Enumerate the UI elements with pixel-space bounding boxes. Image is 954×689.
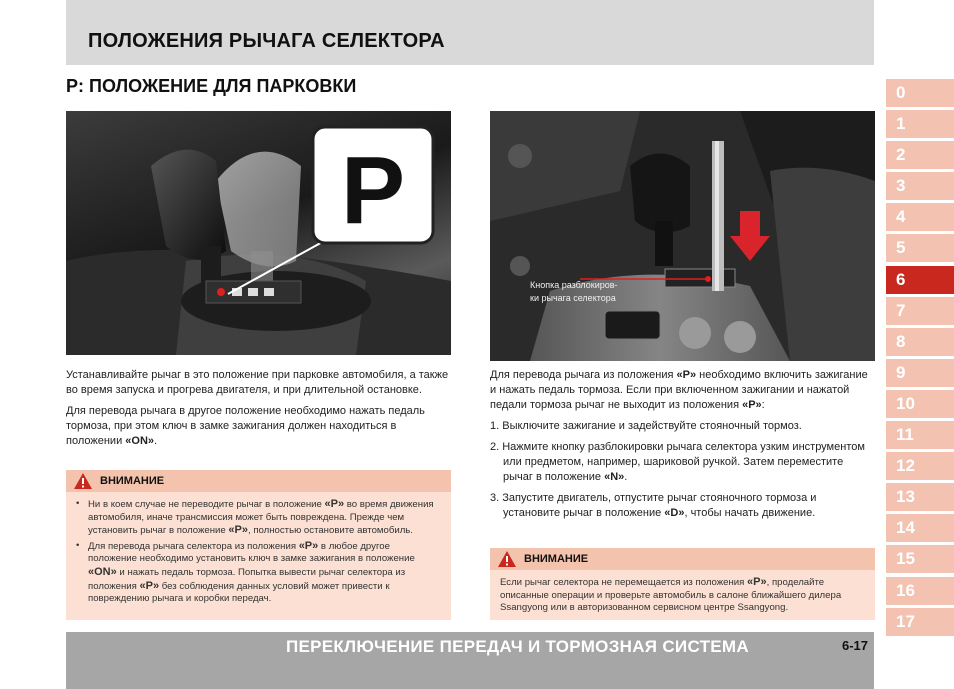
chapter-tab-14[interactable]: 14 [886,514,954,542]
header-bar [66,0,874,65]
chapter-tab-5[interactable]: 5 [886,234,954,262]
warning-header: ВНИМАНИЕ [66,470,451,492]
chapter-tab-17[interactable]: 17 [886,608,954,636]
gear-shifter-photo [66,111,451,355]
chapter-tab-10[interactable]: 10 [886,390,954,418]
page-title: ПОЛОЖЕНИЯ РЫЧАГА СЕЛЕКТОРА [88,30,445,52]
chapter-tab-0[interactable]: 0 [886,79,954,107]
warning-header: ВНИМАНИЕ [490,548,875,570]
paragraph: Устанавливайте рычаг в это положение при парковке автомобиля, а также во время запуска и прогрева двигателя, и при длительной остановке. [66,369,449,396]
warning-icon [498,551,516,567]
chapter-tab-12[interactable]: 12 [886,452,954,480]
chapter-tab-7[interactable]: 7 [886,297,954,325]
section-title: P: ПОЛОЖЕНИЕ ДЛЯ ПАРКОВКИ [66,76,357,96]
step-item: 1. Выключите зажигание и задействуйте стояночный тормоз. [490,420,802,432]
warning-icon [74,473,92,489]
chapter-tab-15[interactable]: 15 [886,545,954,573]
chapter-tab-16[interactable]: 16 [886,577,954,605]
footer-bar [66,632,874,689]
warning-body [66,492,451,606]
chapter-tab-2[interactable]: 2 [886,141,954,169]
right-text [490,368,875,527]
step-item: 2. Нажмите кнопку разблокировки рычага селектора узким инструментом или предметом, например, шариковой ручкой. Затем переместите рычаг в положение «N». [490,441,865,483]
paragraph: Для перевода рычага из положения «P» необходимо включить зажигание и нажать педаль тормоза. Если при включенном зажигании и нажатой педали тормоза рычаг не выходит из положения «P»: [490,369,868,411]
list-item: • Ни в коем случае не переводите рычаг в положение «P» во время движения автомобиля, иначе трансмиссия может быть повреждена. Прежде чем установить рычаг в положение «P», полностью остановите автомобиль. [76,498,439,538]
chapter-tab-8[interactable]: 8 [886,328,954,356]
page-number: 6-17 [842,638,869,653]
paragraph: Для перевода рычага в другое положение необходимо нажать педаль тормоза, при этом ключ в замке зажигания должен находиться в положении «ON». [66,405,425,447]
footer-title: ПЕРЕКЛЮЧЕНИЕ ПЕРЕДАЧ И ТОРМОЗНАЯ СИСТЕМА [286,637,749,656]
left-text [66,368,451,455]
console-photo [490,111,875,361]
console-illustration [490,111,875,361]
warning-box [66,470,451,620]
p-badge-letter: P [340,137,406,244]
chapter-tab-3[interactable]: 3 [886,172,954,200]
chapter-tab-11[interactable]: 11 [886,421,954,449]
steps-list [490,419,875,521]
warning-body: Если рычаг селектора не перемещается из положения «P», проделайте описанные операции и проверьте автомобиль в салоне ближайшего дилера Ssangyong или в авторизованном сервисном центре Ssangyong. [500,576,842,614]
step-item: 3. Запустите двигатель, отпустите рычаг стояночного тормоза и установите рычаг в положение «D», чтобы начать движение. [490,492,817,519]
chapter-tabs [886,79,954,639]
chapter-tab-13[interactable]: 13 [886,483,954,511]
unlock-button-callout: Кнопка разблокиров- ки рычага селектора [530,280,618,303]
chapter-tab-9[interactable]: 9 [886,359,954,387]
chapter-tab-4[interactable]: 4 [886,203,954,231]
list-item: • Для перевода рычага селектора из положения «P» в любое другое положение необходимо установить ключ в замке зажигания в положение «ON» и нажать педаль тормоза. Попытка вывести рычаг селектора из положения «P» без соблюдения данных условий может привести к повреждению рычага и коробки передач. [76,540,439,606]
chapter-tab-6[interactable]: 6 [886,266,954,294]
gear-shifter-illustration [66,111,451,355]
chapter-tab-1[interactable]: 1 [886,110,954,138]
warning-box [490,548,875,620]
